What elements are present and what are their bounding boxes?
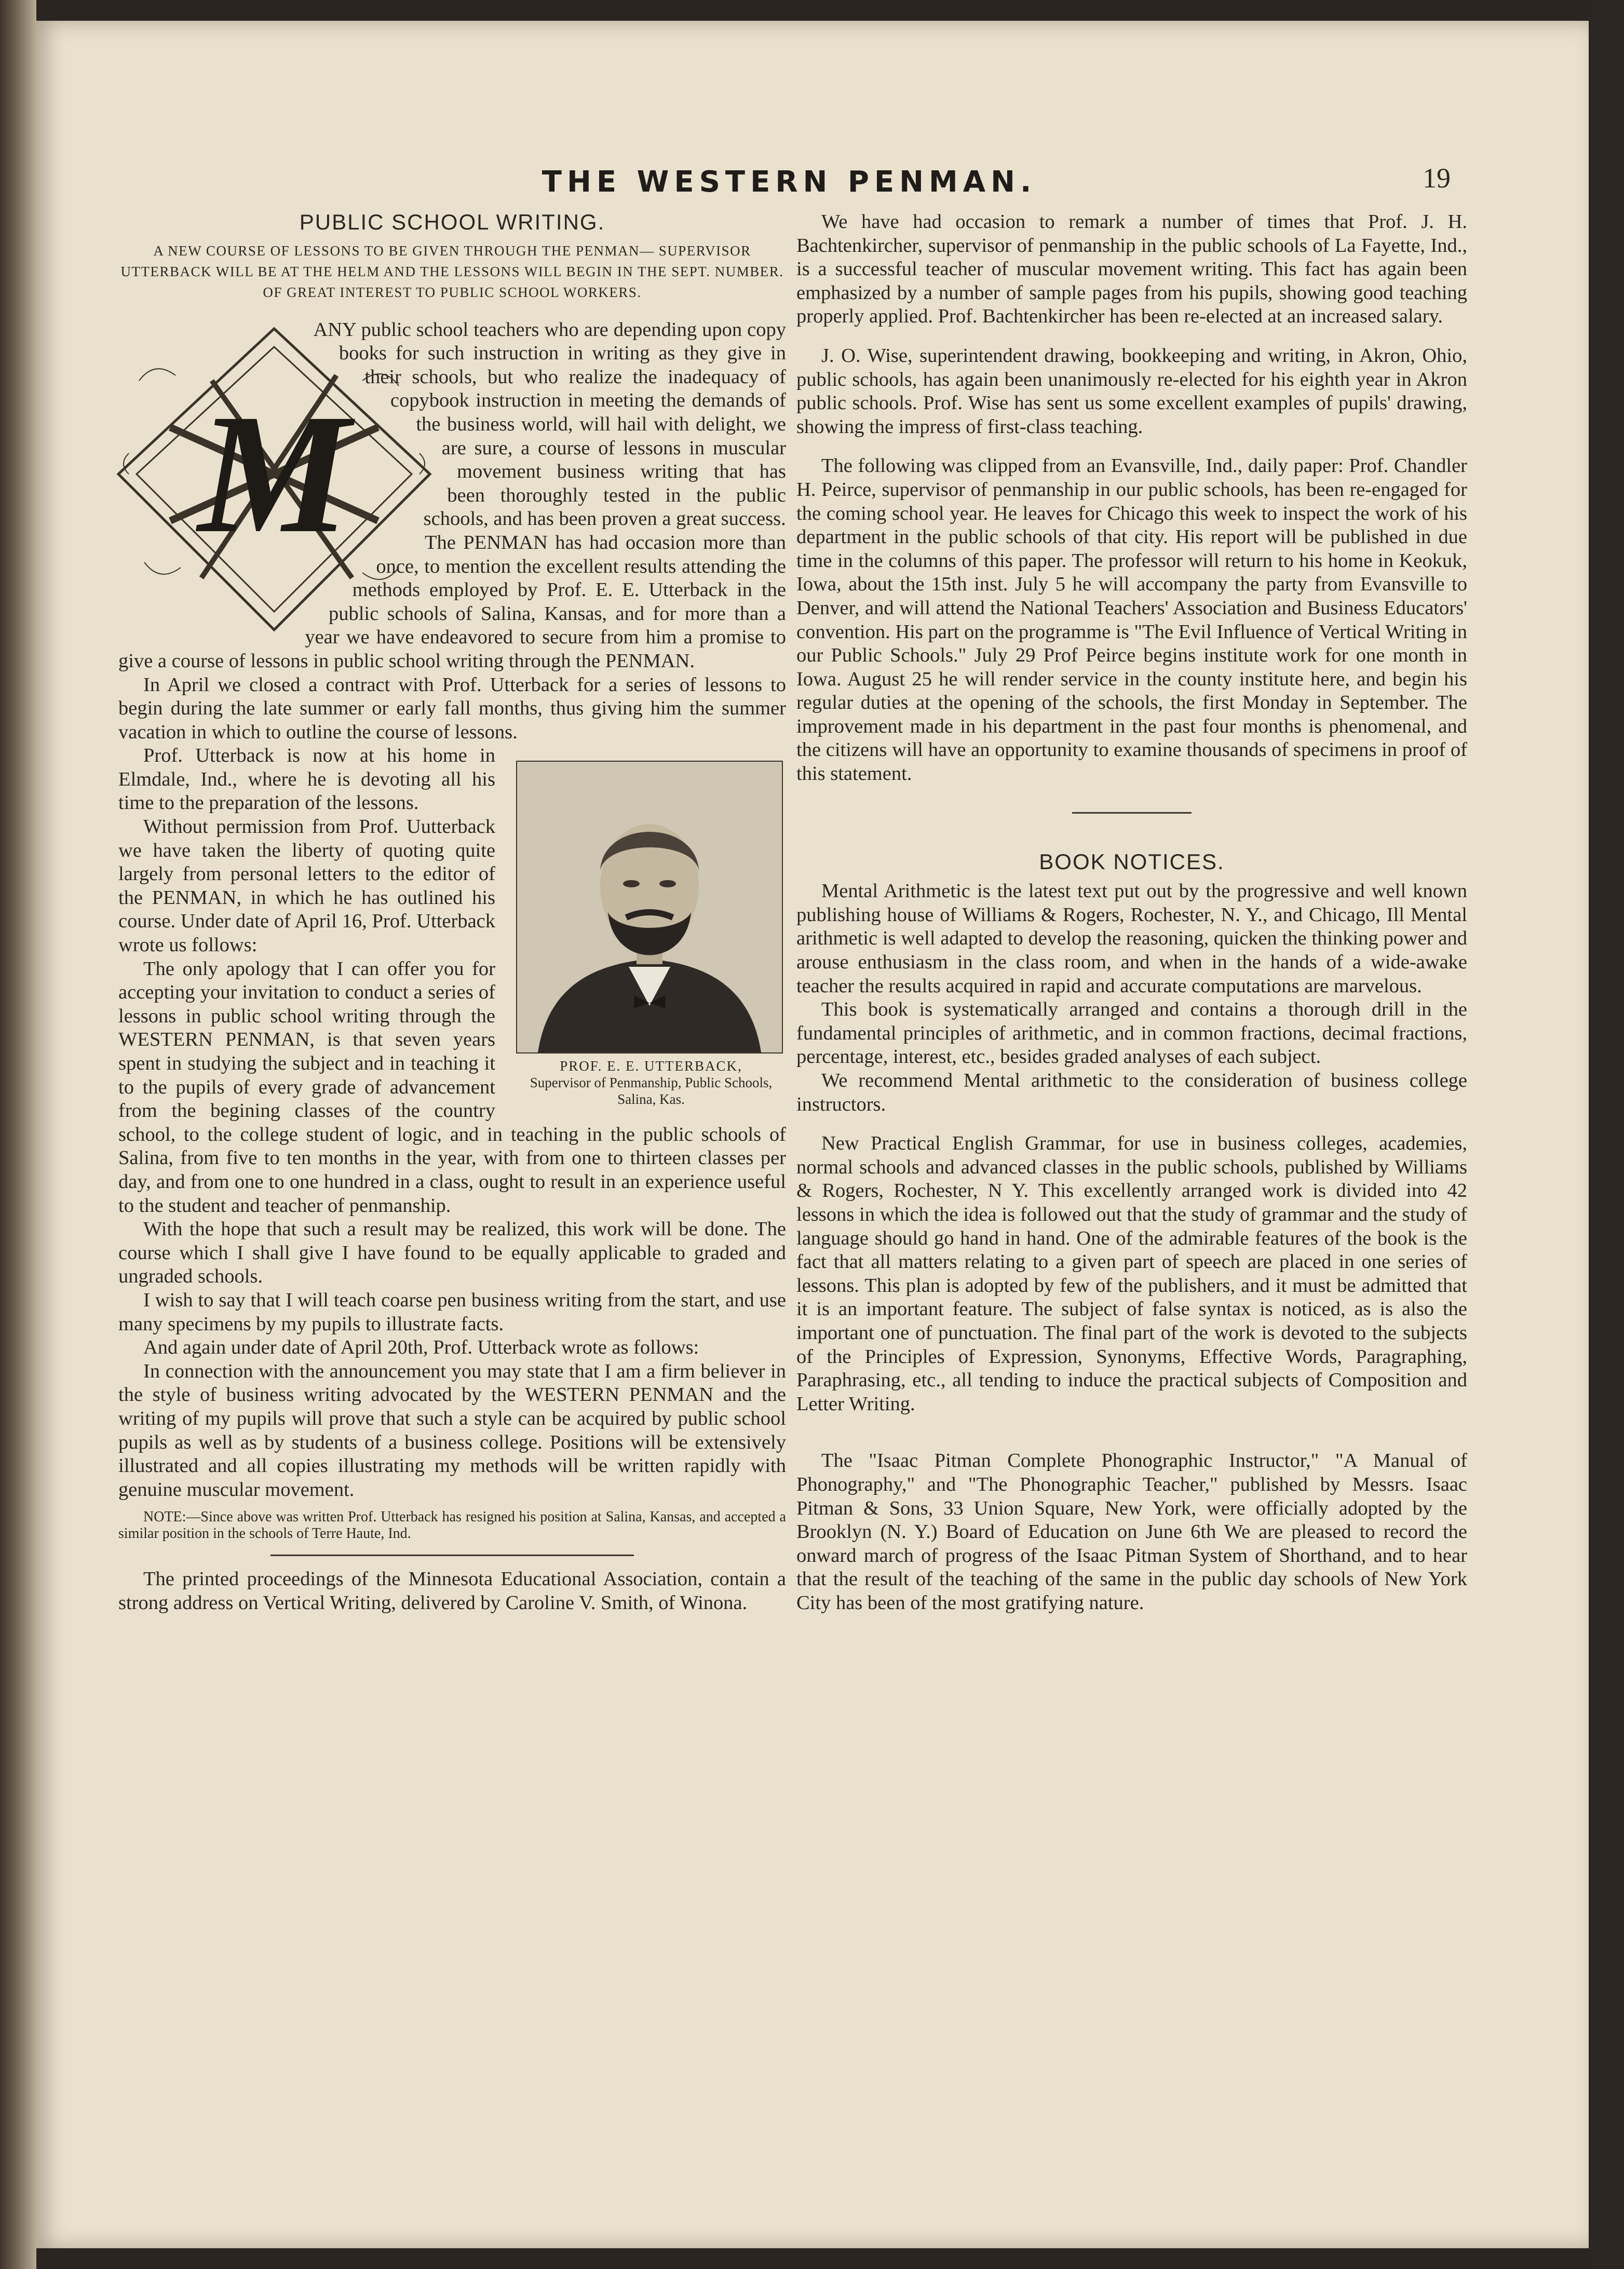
caption-name: PROF. E. E. UTTERBACK, xyxy=(560,1058,742,1074)
paragraph: New Practical English Grammar, for use in business colleges, academies, normal schools and advanced classes in the public schools, published by Williams & Rogers, Rochester, N Y. This excellently arranged work is divided into 42 lessons in which the idea is followed out that the study of grammar and the study of language should go hand in hand. One of the admirable features of the book is the fact that all matters relating to a given part of speech are placed in one series of lessons. This plan is adopted by few of the publishers, and it must be admitted that it is an important feature. The subject of false syntax is noticed, as is also the important one of punctuation. The final part of the work is devoted to the subjects of the Principles of Expression, Synonyms, Effective Words, Paragraphing, Paraphrasing, etc., all tending to induce the practical subjects of Composition and Letter Writing. xyxy=(796,1132,1467,1415)
portrait-figure xyxy=(516,761,786,1108)
paragraph: ANY public school teachers who are depending upon copy books for such instruction in writing as they give in their schools, but who realize the inadequacy of copybook instruction in meeting the demands of the business world, will hail with delight, we are sure, a course of lessons in muscular movement business writing that has been thoroughly tested in the public schools, and has been proven a great success. xyxy=(313,318,786,530)
paragraph: The only apology that I can offer you for accepting your invitation to conduct a series of lessons in public school writing through the WESTERN PENMAN, is that seven years spent in studying the subject and in teaching it to the pupils of every grade of advancement from the begining classes of the country school, to the college student of logic, and in teaching in the public schools of Salina, from five to ten months in the year, with from one to thirteen classes per day, and from one to one hundred in a class, ought to result in an experience useful to the student and teacher of penmanship. xyxy=(118,957,786,1217)
article-subtitle: A NEW COURSE OF LESSONS TO BE GIVEN THROUGH THE PENMAN— SUPERVISOR UTTERBACK WILL BE AT THE HELM AND THE LESSONS WILL BEGIN IN THE SEPT. NUMBER. OF GREAT INTEREST TO PUBLIC SCHOOL WORKERS. xyxy=(120,242,784,300)
paragraph: Prof. Utterback is now at his home in Elmdale, Ind., where he is devoting all his time to the preparation of the lessons. xyxy=(118,745,495,814)
background-edge xyxy=(1589,0,1624,2269)
binding-edge xyxy=(0,0,36,2269)
divider xyxy=(270,1555,634,1556)
paragraph: And again under date of April 20th, Prof. Utterback wrote as follows: xyxy=(143,1336,699,1359)
paragraph: The printed proceedings of the Minnesota Educational Association, contain a strong address on Vertical Writing, delivered by Caroline V. Smith, of Winona. xyxy=(118,1568,786,1614)
footnote: NOTE:—Since above was written Prof. Utterback has resigned his position at Salina, Kansas, and accepted a similar position in the schools of Terre Haute, Ind. xyxy=(118,1509,786,1542)
paragraph: The PENMAN has had occasion more than once, to mention the excellent results attending the methods employed by Prof. E. E. Utterback in the public schools of Salina, Kansas, and for more than a year we have endeavored to secure from him a promise to give a course of lessons in public school writing through the PENMAN. xyxy=(118,531,786,672)
paragraph: The "Isaac Pitman Complete Phonographic Instructor," "A Manual of Phonography," and "The Phonographic Teacher," published by Messrs. Isaac Pitman & Sons, 33 Union Square, New York, were officially adopted by the Brooklyn (N. Y.) Board of Education on June 6th We are pleased to record the onward march of progress of the Isaac Pitman System of Shorthand, and to hear that the result of the teaching of the same in the public day schools of New York City has been of the most gratifying nature. xyxy=(796,1450,1467,1614)
right-column xyxy=(796,210,1467,1615)
caption-title: Supervisor of Penmanship, Public Schools, Salina, Kas. xyxy=(530,1075,773,1108)
article-title: PUBLIC SCHOOL WRITING. xyxy=(299,210,605,234)
paragraph: This book is systematically arranged and contains a thorough drill in the fundamental principles of arithmetic, and in common fractions, decimal fractions, percentage, interest, etc., besides graded analyses of each subject. xyxy=(796,998,1467,1068)
paragraph: Mental Arithmetic is the latest text put out by the progressive and well known publishing house of Williams & Rogers, Rochester, N. Y., and Chicago, Ill Mental arithmetic is well adapted to develop the reasoning, quicken the thinking power and arouse enthusiasm in the class room, and when in the hands of a wide-awake teacher the results acquired in rapid and accurate computations are marvelous. xyxy=(796,880,1467,997)
masthead: THE WESTERN PENMAN. xyxy=(542,165,1037,199)
paragraph: The following was clipped from an Evansville, Ind., daily paper: Prof. Chandler H. Peirce, supervisor of penmanship in our public schools, has been re-engaged for the coming school year. He leaves for Chicago this week to inspect the work of his department in the public schools of that city. His report will be published in due time in the columns of this paper. The professor will return to his home in Keokuk, Iowa, about the 15th inst. July 5 he will accompany the party from Evansville to Denver, and will attend the National Teachers' Association and Business Educators' convention. His part on the programme is "The Evil Influence of Vertical Writing in our Public Schools." July 29 Prof Peirce begins institute work for one month in Iowa. August 25 he will render service in the county institute here, and begin his regular duties at the opening of the schools, the first Monday in September. The improvement made in his department in the past four months is phenomenal, and the citizens will have an opportunity to examine thousands of specimens in proof of this statement. xyxy=(796,455,1467,785)
paragraph: In connection with the announcement you may state that I am a firm believer in the style of business writing advocated by the WESTERN PENMAN and the writing of my pupils will prove that such a style can be acquired by public school pupils as well as by students of a business college. Positions will be extensively illustrated and all copies illustrating my methods will be written rapidly with genuine muscular movement. xyxy=(118,1360,786,1501)
portrait-photo xyxy=(516,761,783,1054)
paragraph: We recommend Mental arithmetic to the consideration of business college instructors. xyxy=(796,1070,1467,1115)
paragraph: J. O. Wise, superintendent drawing, bookkeeping and writing, in Akron, Ohio, public schools, has again been unanimously re-elected for his eighth year in Akron public schools. Prof. Wise has sent us some excellent examples of pupils' drawing, showing the impress of first-class teaching. xyxy=(796,344,1467,438)
section-title: BOOK NOTICES. xyxy=(1039,849,1225,874)
paragraph: In April we closed a contract with Prof. Utterback for a series of lessons to begin during the late summer or early fall months, thus giving him the summer vacation in which to outline the course of lessons. xyxy=(118,673,786,743)
paragraph: We have had occasion to remark a number of times that Prof. J. H. Bachtenkircher, supervisor of penmanship in the public schools of La Fayette, Ind., is a successful teacher of muscular movement writing. This fact has again been emphasized by a number of sample pages from his pupils, showing good teaching properly applied. Prof. Bachtenkircher has been re-elected at an increased salary. xyxy=(796,211,1467,328)
paragraph: With the hope that such a result may be realized, this work will be done. The course which I shall give I have found to be equally applicable to graded and ungraded schools. xyxy=(118,1218,786,1288)
paragraph: Without permission from Prof. Uutterback we have taken the liberty of quoting quite largely from personal letters to the editor of the PENMAN, in which he has outlined his course. Under date of April 16, Prof. Utterback wrote us follows: xyxy=(118,816,495,956)
paragraph: I wish to say that I will teach coarse pen business writing from the start, and use many specimens by my pupils to illustrate facts. xyxy=(118,1289,786,1335)
divider xyxy=(1072,812,1192,814)
svg-text:M: M xyxy=(198,379,350,569)
page-number: 19 xyxy=(1423,163,1451,194)
left-column xyxy=(118,210,786,1615)
